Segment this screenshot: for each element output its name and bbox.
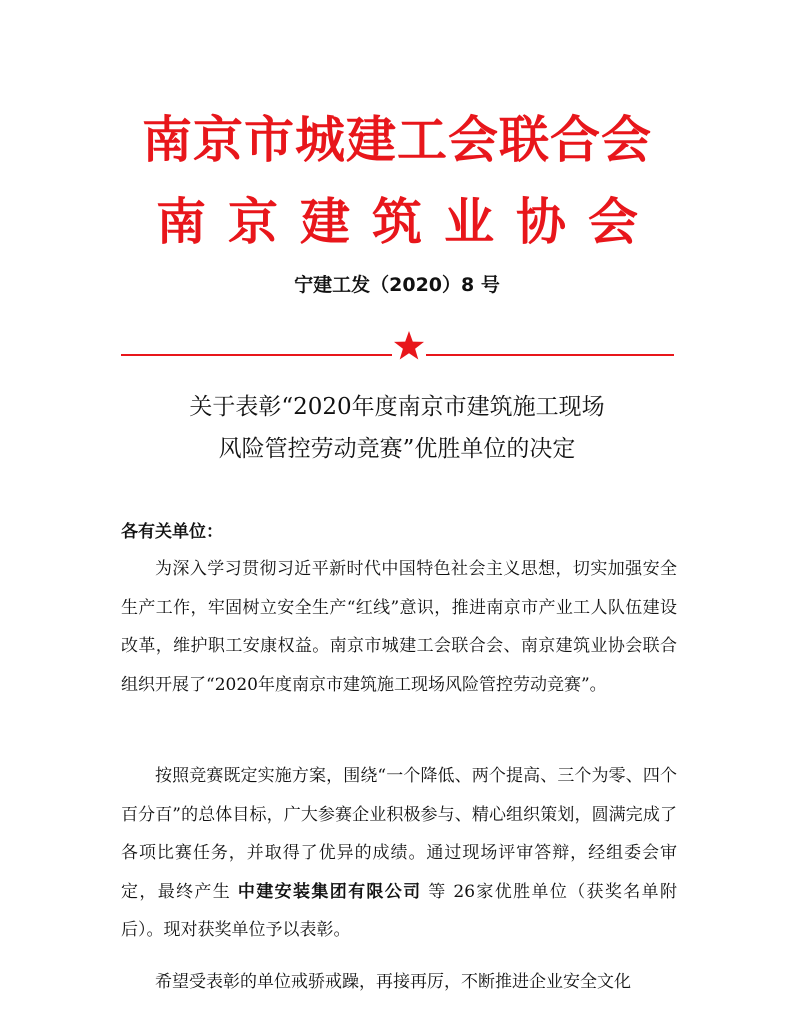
paragraph-2 [121,757,677,950]
paragraph-3: 希望受表彰的单位戒骄戒躁，再接再厉，不断推进企业安全文化 [155,972,631,992]
star-icon [393,330,425,362]
document-number: 宁建工发（2020）8 号 [294,274,500,296]
issuing-org-2: 南京建筑业协会 [156,193,660,251]
paragraph-2-text-a: 按照竞赛既定实施方案，围绕“一个降低、两个提高、三个为零、四个百分百”的总体目标，广大参赛企业积极参与、精心组织策划，圆满完成了各项比赛任务，并取得了优异的成绩。通过现场评审答辩，经组委会审定，最终产生 [121,766,677,902]
winner-company-name: 中建安装集团有限公司 [237,881,422,902]
divider-line-right [426,354,674,356]
divider-line-left [121,354,392,356]
paragraph-2-text-b: 等 26家优胜单位（获奖名单附后）。现对获奖单位予以表彰。 [121,881,677,940]
salutation: 各有关单位： [121,522,223,542]
document-title-line-2: 风险管控劳动竞赛”优胜单位的决定 [218,436,576,462]
issuing-org-1: 南京市城建工会联合会 [142,111,652,169]
paragraph-1: 为深入学习贯彻习近平新时代中国特色社会主义思想，切实加强安全生产工作，牢固树立安全生产“红线”意识，推进南京市产业工人队伍建设改革，维护职工安康权益。南京市城建工会联合会、南京建筑业协会联合组织开展了“2020年度南京市建筑施工现场风险管控劳动竞赛”。 [121,559,677,695]
red-divider [121,330,674,366]
document-title-line-1: 关于表彰“2020年度南京市建筑施工现场 [189,394,605,420]
